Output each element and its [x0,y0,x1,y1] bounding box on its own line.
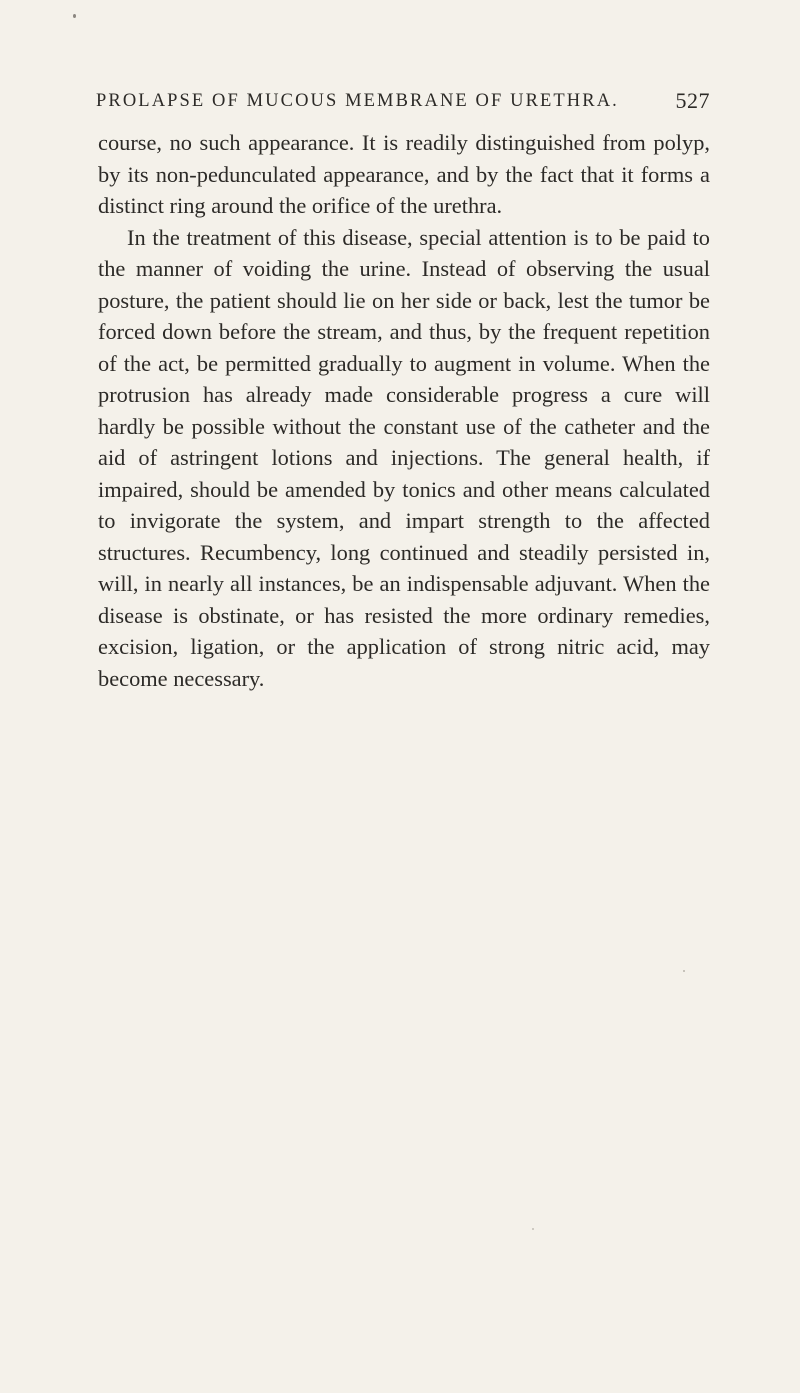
paper-speck [532,1228,534,1230]
running-title: PROLAPSE OF MUCOUS MEMBRANE OF URETHRA. [96,91,619,111]
paragraph-continuation: course, no such appearance. It is readily distinguished from polyp, by its non-pedunculated appearance, and by the fact that it forms a distinct ring around the orifice of the urethra. [98,130,710,218]
body-text [98,127,710,694]
paragraph-treatment: In the treatment of this disease, special attention is to be paid to the manner of voiding the urine. Instead of observing the usual posture, the patient should lie on her side or back, lest the tumor be forced down before the stream, and thus, by the frequent repetition of the act, be permitted gradually to augment in volume. When the protrusion has already made considerable progress a cure will hardly be possible without the constant use of the catheter and the aid of astringent lotions and injections. The general health, if impaired, should be amended by tonics and other means calculated to invigorate the system, and impart strength to the affected structures. Recumbency, long continued and steadily persisted in, will, in nearly all instances, be an indispensable adjuvant. When the disease is obstinate, or has resisted the more ordinary remedies, excision, ligation, or the application of strong nitric acid, may become necessary. [98,224,710,691]
page-number: 527 [675,88,710,113]
ink-speck [73,14,76,18]
paper-speck [683,970,685,972]
running-head [96,86,710,116]
